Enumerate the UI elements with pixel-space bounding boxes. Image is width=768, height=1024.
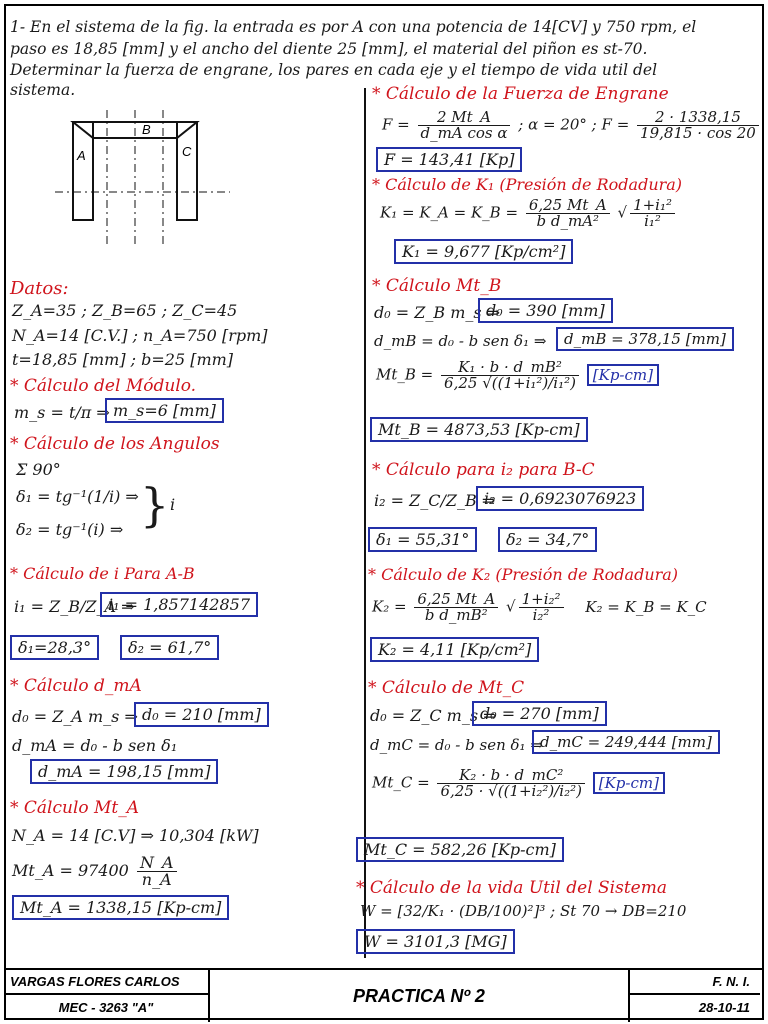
dmb-expr: d_mB = d₀ - b sen δ₁ ⇒ [374,332,547,350]
label-b: B [142,122,151,137]
dmc-expr: d_mC = d₀ - b sen δ₁ ⇒ [370,736,543,754]
k1-heading: * Cálculo de K₁ (Presión de Rodadura) [372,175,683,194]
course-code: MEC - 3263 "A" [4,995,210,1022]
label-a: A [77,148,86,163]
dmb-result: d_mB = 378,15 [mm] [556,332,734,347]
power-conversion: N_A = 14 [C.V] ⇒ 10,304 [kW] [12,826,259,845]
power-data: N_A=14 [C.V.] ; n_A=750 [rpm] [12,326,268,345]
i2-heading: * Cálculo para i₂ para B-C [372,460,595,480]
problem-line-4: sistema. [10,81,76,99]
ratio-ab-result: i₁ = 1,857142857 [100,597,258,613]
i2-result: i₂ = 0,6923076923 [476,491,644,507]
gear-system-figure [55,110,235,250]
datos-heading: Datos: [10,278,69,299]
d0a-expr: d₀ = Z_A m_s ⇒ [12,707,138,726]
mta-heading: * Cálculo Mt_A [10,798,140,818]
brace: } [140,478,170,532]
teeth-data: Z_A=35 ; Z_B=65 ; Z_C=45 [12,301,238,320]
faculty-label: F. N. I. [630,970,760,995]
d0a-result: d₀ = 210 [mm] [134,707,269,723]
k1-formula: K₁ = K_A = K_B = $\frac{6,25 Mt\_A}{\text{b d\_mA²}}$ √ $\frac{\text{1+i₁²}}{\text{i₁²}}$ [380,198,678,229]
mta-formula: Mt_A = 97400 $\frac{N\_A}{n\_A}$ [12,855,180,888]
mtc-result: Mt_C = 582,26 [Kp-cm] [356,842,564,858]
mta-result: Mt_A = 1338,15 [Kp-cm] [12,900,229,916]
ratio-ab-expr: i₁ = Z_B/Z_A ⇒ [14,597,135,616]
ratio-ab-heading: * Cálculo de i Para A-B [10,564,195,583]
delta2-result: δ₂ = 61,7° [120,640,219,656]
practice-title: PRACTICA Nº 2 [210,970,630,1022]
force-formula: F = $\frac{2 Mt\_A}{\text{d\_mA cos α}}$ ; α = 20° ; F = $\frac{2 \cdot 1338,15}{19,815 \cdot \cos 20}$ [382,110,762,141]
delta1b-result: δ₁ = 55,31° [368,532,477,548]
student-name: VARGAS FLORES CARLOS [4,970,210,995]
problem-line-3: Determinar la fuerza de engrane, los pares en cada eje y el tiempo de vida util del [10,61,658,79]
d0c-result: d₀ = 270 [mm] [472,706,607,722]
dma-result: d_mA = 198,15 [mm] [30,764,218,780]
k2-result: K₂ = 4,11 [Kp/cm²] [370,642,539,658]
i2-expr: i₂ = Z_C/Z_B ⇒ [374,491,496,510]
mtc-formula: Mt_C = $\frac{\text{K₂ · b · d\_mC²}}{\text{6,25 · √((1+i₂²)/i₂²)}}$ [Kp-cm] [372,768,665,799]
delta2-formula: δ₂ = tg⁻¹(i) ⇒ [16,520,124,539]
life-result: W = 3101,3 [MG] [356,934,515,950]
problem-line-1: 1- En el sistema de la fig. la entrada es por A con una potencia de 14[CV] y 750 rpm, el [10,18,697,36]
dmc-result: d_mC = 249,444 [mm] [532,735,720,750]
dma-expr: d_mA = d₀ - b sen δ₁ [12,736,178,755]
force-result: F = 143,41 [Kp] [376,152,522,168]
module-result: m_s=6 [mm] [105,403,224,419]
k1-result: K₁ = 9,677 [Kp/cm²] [394,244,573,260]
k2-formula: K₂ = $\frac{6,25 Mt\_A}{\text{b d\_mB²}}$ √ $\frac{\text{1+i₂²}}{\text{i₂²}}$ K₂ = K_B = K_C [372,590,707,624]
mtb-heading: * Cálculo Mt_B [372,276,502,296]
angles-heading: * Cálculo de los Angulos [10,434,220,454]
date-label: 28-10-11 [698,1000,750,1015]
d0c-expr: d₀ = Z_C m_s ⇒ [370,706,497,725]
dma-heading: * Cálculo d_mA [10,676,142,696]
mtc-heading: * Cálculo de Mt_C [368,678,525,698]
mtb-result: Mt_B = 4873,53 [Kp-cm] [370,422,588,438]
column-divider [364,88,366,958]
sigma-value: Σ 90° [16,460,61,479]
module-heading: * Cálculo del Módulo. [10,376,197,396]
force-heading: * Cálculo de la Fuerza de Engrane [372,84,669,104]
mtb-formula: Mt_B = $\frac{\text{K₁ · b · d\_mB²}}{\text{6,25 √((1+i₁²)/i₁²)}}$ [Kp-cm] [376,360,659,391]
label-c: C [182,144,192,159]
delta2b-result: δ₂ = 34,7° [498,532,597,548]
k2-heading: * Cálculo de K₂ (Presión de Rodadura) [368,565,679,584]
delta1-formula: δ₁ = tg⁻¹(1/i) ⇒ [16,487,139,506]
life-formula: W = [32/K₁ · (DB/100)²]³ ; St 70 → DB=210 [360,902,687,920]
life-heading: * Cálculo de la vida Util del Sistema [356,878,667,898]
d0b-expr: d₀ = Z_B m_s ⇒ [374,303,501,322]
brace-i: i [170,495,176,514]
pitch-data: t=18,85 [mm] ; b=25 [mm] [12,350,234,369]
d0b-result: d₀ = 390 [mm] [478,303,613,319]
module-expr: m_s = t/π ⇒ [14,403,110,422]
title-block [4,968,764,1022]
delta1-result: δ₁=28,3° [10,640,99,656]
problem-line-2: paso es 18,85 [mm] y el ancho del diente 25 [mm], el material del piñon es st-70. [10,40,648,58]
